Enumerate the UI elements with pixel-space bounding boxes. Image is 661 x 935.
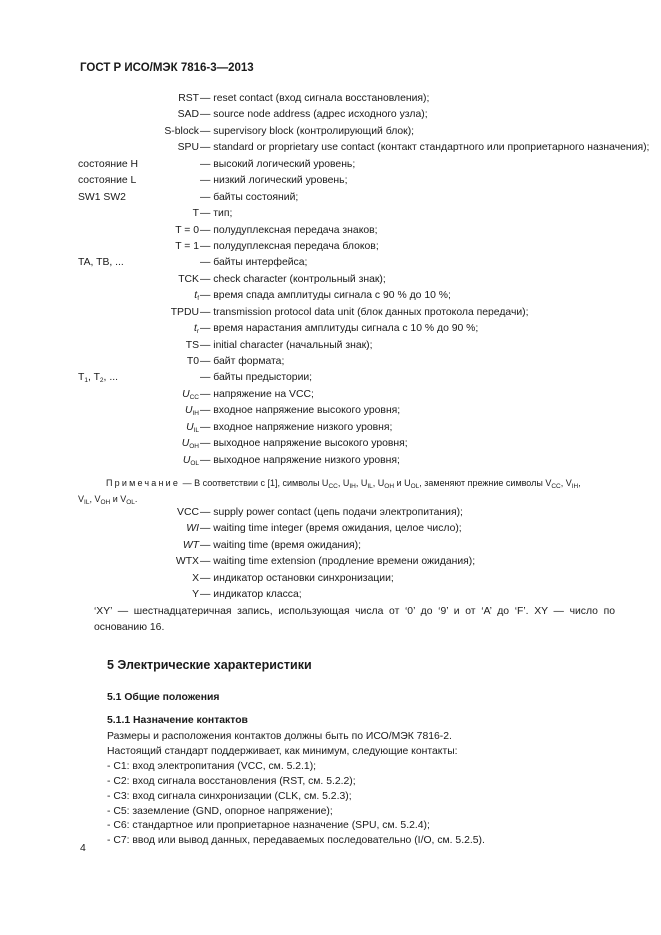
definition-row [78, 321, 618, 337]
definition-text: — входное напряжение низкого уровня; [200, 421, 393, 433]
definition-symbol: Y [192, 589, 199, 601]
definition-row [78, 521, 618, 537]
definition-symbol: TPDU [170, 306, 199, 318]
definition-symbol: VCC [177, 507, 199, 518]
definition-row [78, 272, 618, 288]
definition-symbol: T = 1 [175, 240, 199, 252]
document-header: ГОСТ Р ИСО/МЭК 7816-3—2013 [80, 62, 254, 74]
definition-text: — полудуплексная передача блоков; [200, 240, 379, 252]
subsection-heading: 5.1 Общие положения [107, 692, 220, 703]
definition-symbol: SAD [177, 109, 199, 121]
definition-row [78, 239, 618, 255]
definition-symbol: WT [182, 539, 199, 551]
definition-symbol: состояние L [78, 175, 137, 187]
definition-row [78, 124, 618, 140]
definition-row [78, 538, 618, 554]
body-line: Размеры и расположения контактов должны быть по ИСО/МЭК 7816-2. [107, 731, 452, 742]
definition-row [78, 206, 618, 222]
definition-symbol: T0 [186, 356, 199, 367]
definition-row [78, 370, 618, 386]
definition-text: — входное напряжение высокого уровня; [200, 405, 401, 417]
definition-symbol: $t_r$ [193, 323, 199, 336]
definition-symbol: WI [186, 523, 199, 535]
definition-symbol: SPU [177, 142, 199, 154]
definition-symbol: TCK [178, 273, 199, 285]
definition-symbol: $U_{IH}$ [184, 405, 199, 418]
list-item: - C7: ввод или вывод данных, передаваемых последовательно (I/O, см. 5.2.5). [107, 835, 485, 847]
definition-symbol: TS [185, 339, 199, 351]
definition-row [78, 436, 618, 452]
definition-text: — время нарастания амплитуды сигнала с 10 % до 90 %; [200, 323, 479, 335]
definition-symbol: $U_{OL}$ [182, 454, 199, 467]
definition-row [78, 255, 618, 271]
definition-text: — индикатор класса; [200, 589, 302, 601]
definition-symbol: T = 0 [175, 224, 199, 236]
definition-text: — waiting time (время ожидания); [200, 539, 361, 551]
definition-symbol: $t_f$ [194, 290, 199, 303]
definition-text: — байт формата; [200, 356, 285, 367]
body-line: Настоящий стандарт поддерживает, как минимум, следующие контакты: [107, 745, 458, 757]
definition-symbol: $U_{OH}$ [181, 438, 199, 451]
definitions-list-2 [78, 505, 618, 604]
definition-symbol: S-block [164, 125, 199, 137]
definition-text: — напряжение на VCC; [200, 388, 314, 400]
page-number: 4 [80, 843, 86, 854]
list-item: - C2: вход сигнала восстановления (RST, см. 5.2.2); [107, 775, 356, 787]
definition-row [78, 403, 618, 419]
section-heading: 5 Электрические характеристики [107, 658, 312, 672]
definition-symbol: WTX [175, 556, 199, 568]
definition-row [78, 140, 650, 156]
definition-row [78, 173, 618, 189]
definition-symbol: X [192, 572, 199, 584]
definition-row [78, 587, 618, 603]
definition-symbol: $T_1$, $T_2$, ... [78, 372, 118, 385]
definition-row [78, 338, 618, 354]
definition-text: — индикатор остановки синхронизации; [200, 572, 394, 584]
definition-text: — байты интерфейса; [200, 257, 308, 269]
definition-text: — время спада амплитуды сигнала с 90 % до 10 %; [200, 290, 451, 302]
list-item: - C1: вход электропитания (VCC, см. 5.2.1); [107, 760, 317, 772]
definition-text: — supervisory block (контролирующий блок); [200, 125, 415, 137]
definition-row [78, 387, 618, 403]
definition-symbol: состояние H [78, 158, 139, 170]
definition-text: — supply power contact (цепь подачи электропитания); [200, 507, 463, 518]
note-label: Примечание [106, 478, 181, 488]
definition-text: — выходное напряжение высокого уровня; [200, 438, 408, 450]
definition-text: — высокий логический уровень; [200, 158, 356, 170]
definition-text: — waiting time integer (время ожидания, целое число); [200, 523, 462, 535]
definition-text: — source node address (адрес исходного узла); [200, 109, 428, 121]
definition-text: — check character (контрольный знак); [200, 273, 386, 285]
definition-text: — байты предыстории; [200, 372, 313, 384]
definition-row [78, 505, 618, 521]
definition-text: — полудуплексная передача знаков; [200, 224, 378, 236]
hex-notation-paragraph: ‘XY’ — шестнадцатеричная запись, использующая числа от ‘0’ до ‘9’ и от ‘A’ до ‘F’. XY — число по основанию 16. [94, 606, 615, 634]
definition-text: — reset contact (вход сигнала восстановления); [200, 93, 430, 104]
definition-row [78, 354, 618, 370]
definition-row [78, 157, 618, 173]
note-paragraph: Примечание — В соответствии с [1], символы $U_{CC}$, $U_{IH}$, $U_{IL}$, $U_{OH}$ и $U_{OL}$, заменяют прежние символы $V_{CC}$, $V_{IH}$, $V_{IL}$, $V_{OH}$ и $V_{OL}$. [78, 478, 581, 506]
definition-row [78, 190, 618, 206]
definition-text: — initial character (начальный знак); [200, 339, 373, 351]
definition-row [78, 91, 618, 107]
definition-text: — waiting time extension (продление времени ожидания); [200, 556, 476, 568]
list-item: - C5: заземление (GND, опорное напряжение); [107, 805, 333, 817]
definition-text: — transmission protocol data unit (блок данных протокола передачи); [200, 306, 529, 318]
subsubsection-heading: 5.1.1 Назначение контактов [107, 715, 248, 726]
definition-row [78, 571, 618, 587]
definition-symbol: $U_{IL}$ [186, 421, 199, 434]
definition-row [78, 288, 618, 304]
definition-text: — тип; [200, 208, 233, 220]
definition-symbol: $U_{CC}$ [182, 388, 199, 401]
definition-row [78, 223, 618, 239]
definition-symbol: TA, TB, ... [78, 257, 124, 269]
definition-row [78, 305, 618, 321]
definition-symbol: T [192, 208, 199, 220]
definition-text: — байты состояний; [200, 191, 299, 203]
definition-text: — standard or proprietary use contact (контакт стандартного или проприетарного назначения); [200, 142, 650, 154]
definition-text: — низкий логический уровень; [200, 175, 348, 187]
contacts-body [107, 730, 617, 849]
definition-symbol: SW1 SW2 [78, 191, 126, 203]
definition-text: — выходное напряжение низкого уровня; [200, 454, 400, 466]
list-item: - C3: вход сигнала синхронизации (CLK, см. 5.2.3); [107, 790, 352, 802]
definition-symbol: RST [178, 93, 199, 104]
definition-row [78, 107, 618, 123]
list-item: - C6: стандартное или проприетарное назначение (SPU, см. 5.2.4); [107, 820, 430, 832]
definition-row [78, 554, 618, 570]
definitions-list [78, 91, 650, 469]
definition-row [78, 420, 618, 436]
definition-row [78, 453, 618, 469]
